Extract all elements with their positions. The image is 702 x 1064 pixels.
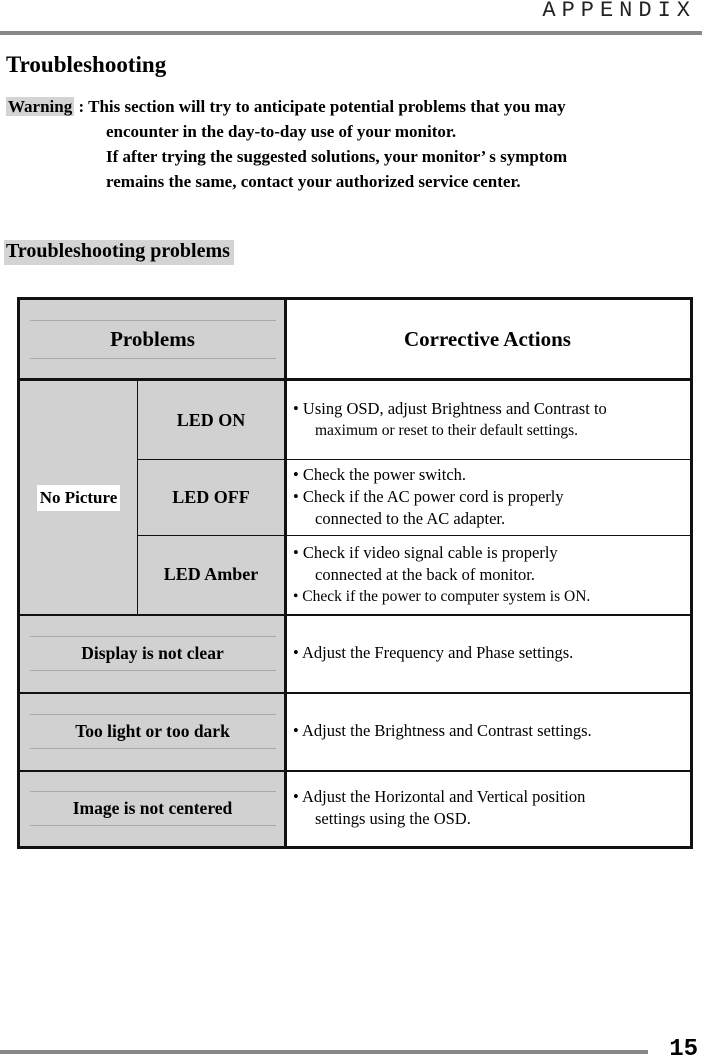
table-divider — [137, 459, 690, 460]
page-number: 15 — [669, 1036, 698, 1063]
actions-led-amber-cell — [285, 535, 690, 614]
action-line: • Check the power switch. — [293, 465, 467, 484]
table-divider — [20, 770, 690, 772]
header-problems: Problems — [30, 320, 276, 359]
actions-brightness-cell — [285, 692, 690, 770]
actions-centering-cell — [285, 770, 690, 846]
problem-image-not-centered: Image is not centered — [30, 791, 276, 826]
action-line: • Check if the AC power cord is properly — [293, 487, 564, 506]
problem-led-on: LED ON — [176, 409, 246, 430]
problem-led-on-cell — [137, 381, 285, 459]
actions-display-cell — [285, 614, 690, 692]
action-line: maximum or reset to their default settings. — [315, 422, 579, 439]
section-header: APPENDIX — [542, 0, 696, 23]
actions-led-on-cell — [285, 381, 690, 459]
header-problems-cell — [20, 300, 285, 378]
warning-line-4: remains the same, contact your authorized service center. — [106, 172, 521, 191]
problem-too-light-dark: Too light or too dark — [30, 714, 276, 749]
table-divider — [20, 378, 690, 381]
warning-line-1: This section will try to anticipate potential problems that you may — [88, 97, 566, 116]
problem-centering-cell — [20, 770, 285, 846]
group-no-picture: No Picture — [37, 485, 121, 511]
problem-led-off-cell — [137, 459, 285, 535]
troubleshooting-table — [17, 297, 693, 849]
page-title: Troubleshooting — [6, 52, 167, 77]
actions-led-off-cell — [285, 459, 690, 535]
table-divider — [137, 535, 690, 536]
table-divider — [20, 692, 690, 694]
table-divider — [284, 300, 287, 846]
warning-block — [6, 94, 567, 194]
problem-brightness-cell — [20, 692, 285, 770]
group-no-picture-cell — [20, 381, 137, 614]
problem-led-amber: LED Amber — [163, 564, 259, 584]
action-line: • Check if the power to computer system is ON. — [293, 587, 591, 605]
warning-line-3: If after trying the suggested solutions, your monitor’ s symptom — [106, 147, 568, 166]
warning-separator: : — [74, 97, 89, 116]
action-line: • Check if video signal cable is properly — [293, 542, 558, 562]
header-actions-cell — [285, 300, 690, 378]
problem-led-off: LED OFF — [172, 486, 250, 507]
action-line: • Adjust the Horizontal and Vertical position — [293, 787, 586, 806]
action-line: connected to the AC adapter. — [315, 509, 506, 528]
header-rule — [0, 31, 702, 35]
warning-label: Warning — [8, 97, 73, 116]
table-divider — [20, 614, 690, 616]
action-line: connected at the back of monitor. — [315, 564, 535, 584]
warning-line-2: encounter in the day-to-day use of your monitor. — [106, 122, 457, 141]
problem-display-not-clear: Display is not clear — [30, 636, 276, 671]
problem-display-cell — [20, 614, 285, 692]
section-subtitle: Troubleshooting problems — [4, 240, 234, 265]
footer-rule — [0, 1050, 648, 1054]
action-line: • Adjust the Brightness and Contrast settings. — [293, 721, 592, 740]
action-line: • Using OSD, adjust Brightness and Contrast to — [293, 399, 607, 418]
table-divider — [137, 381, 138, 614]
action-line: settings using the OSD. — [315, 809, 471, 828]
header-actions: Corrective Actions — [404, 326, 571, 351]
action-line: • Adjust the Frequency and Phase settings. — [293, 643, 574, 662]
problem-led-amber-cell — [137, 535, 285, 614]
